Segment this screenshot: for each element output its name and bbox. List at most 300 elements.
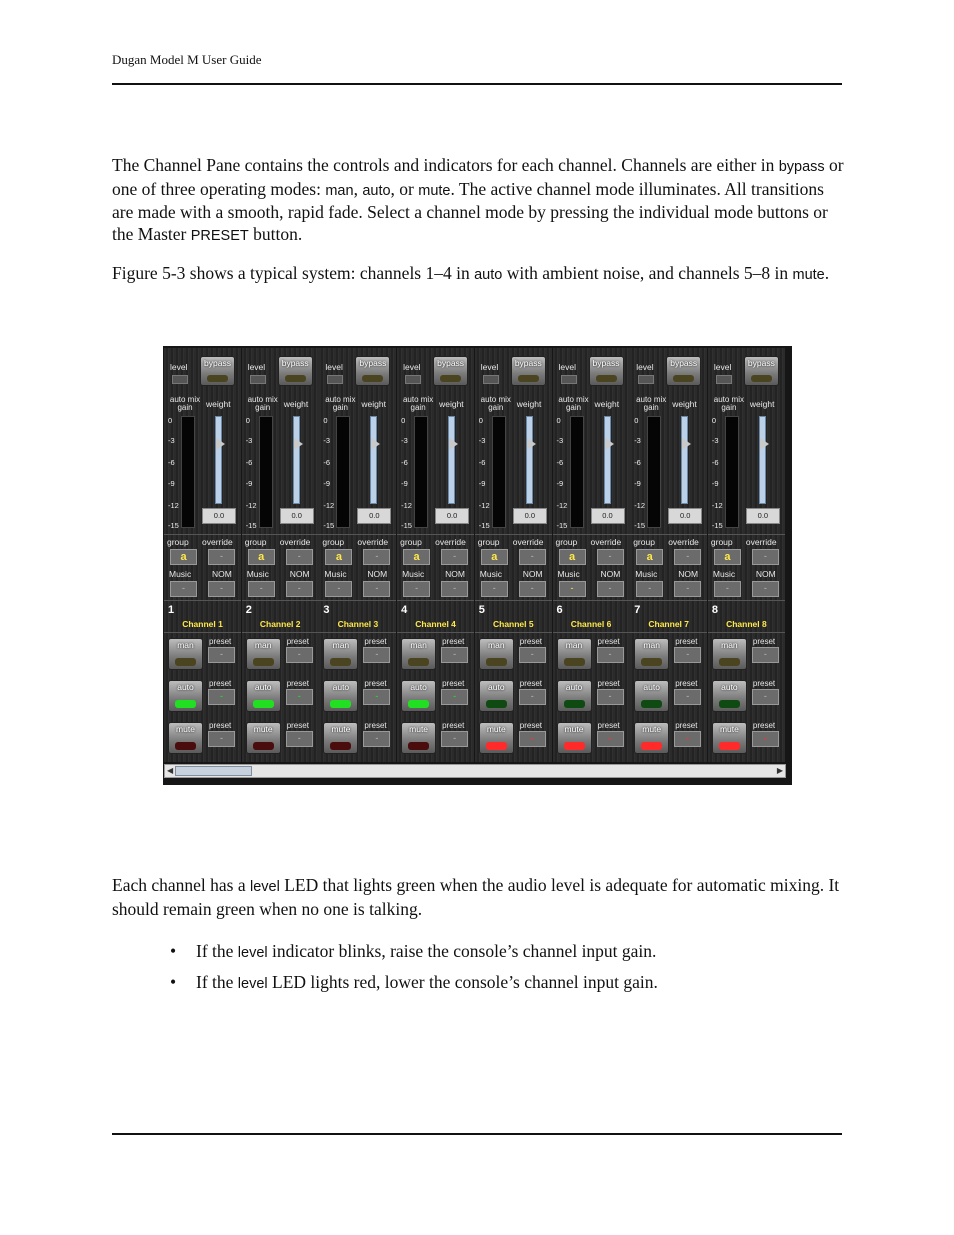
meter-tick-label: -9 bbox=[478, 479, 486, 488]
meter-tick-label: -9 bbox=[245, 479, 253, 488]
divider bbox=[708, 632, 785, 633]
text: , or bbox=[390, 178, 419, 199]
group-selector[interactable]: a bbox=[636, 549, 663, 565]
nom-button[interactable]: - bbox=[286, 581, 313, 597]
bypass-label: bypass bbox=[514, 358, 542, 368]
figure-intro-paragraph bbox=[112, 263, 847, 287]
preset-label: preset bbox=[597, 721, 620, 730]
header-rule bbox=[112, 83, 842, 85]
override-button[interactable]: - bbox=[752, 549, 779, 565]
weight-slider-track[interactable] bbox=[293, 416, 300, 504]
preset-button[interactable]: - bbox=[597, 731, 624, 747]
channel-strip bbox=[475, 348, 552, 762]
preset-label: preset bbox=[675, 679, 698, 688]
music-button[interactable]: - bbox=[248, 581, 275, 597]
gain-meter bbox=[181, 416, 195, 528]
meter-tick-label: -9 bbox=[711, 479, 719, 488]
weight-slider-thumb[interactable] bbox=[760, 438, 769, 450]
weight-label: weight bbox=[672, 399, 697, 409]
nom-button[interactable]: - bbox=[597, 581, 624, 597]
weight-slider-thumb[interactable] bbox=[216, 438, 225, 450]
auto-button[interactable] bbox=[479, 680, 514, 712]
group-label: group bbox=[167, 537, 189, 547]
meter-tick-label: -12 bbox=[556, 501, 568, 510]
auto-indicator bbox=[564, 700, 585, 708]
auto-label: auto bbox=[643, 682, 660, 692]
man-label: man bbox=[643, 640, 660, 650]
music-button[interactable]: - bbox=[403, 581, 430, 597]
preset-button[interactable]: - bbox=[441, 731, 468, 747]
nom-label: NOM bbox=[367, 569, 388, 579]
weight-label: weight bbox=[594, 399, 620, 409]
preset-label: preset bbox=[519, 637, 543, 646]
horizontal-scrollbar[interactable] bbox=[164, 764, 786, 778]
divider bbox=[630, 632, 707, 633]
level-label: level bbox=[170, 362, 188, 372]
divider bbox=[553, 632, 630, 633]
nom-label: NOM bbox=[755, 569, 776, 579]
bypass-button[interactable] bbox=[200, 356, 235, 386]
mute-button[interactable] bbox=[712, 722, 747, 754]
man-indicator bbox=[719, 658, 740, 666]
channel-strip bbox=[553, 348, 630, 762]
keyword-level: level bbox=[237, 945, 268, 961]
override-button[interactable]: - bbox=[208, 549, 235, 565]
bypass-button[interactable] bbox=[433, 356, 468, 386]
meter-tick-label: 0 bbox=[556, 416, 561, 425]
meter-tick-label: -15 bbox=[556, 521, 568, 530]
man-button[interactable] bbox=[712, 638, 747, 670]
list-item bbox=[170, 972, 658, 995]
bypass-indicator bbox=[673, 375, 694, 382]
preset-button[interactable]: - bbox=[208, 731, 235, 747]
level-paragraph bbox=[112, 875, 847, 920]
override-button[interactable]: - bbox=[286, 549, 313, 565]
nom-button[interactable]: - bbox=[441, 581, 468, 597]
group-selector[interactable]: a bbox=[481, 549, 508, 565]
level-led bbox=[561, 375, 577, 384]
nom-button[interactable]: - bbox=[519, 581, 546, 597]
weight-slider-track[interactable] bbox=[448, 416, 455, 504]
auto-indicator bbox=[641, 700, 662, 708]
divider bbox=[164, 632, 241, 633]
meter-tick-label: -6 bbox=[323, 458, 331, 467]
man-button[interactable] bbox=[634, 638, 669, 670]
meter-tick-label: -3 bbox=[323, 436, 331, 445]
text: If the bbox=[196, 972, 238, 992]
man-label: man bbox=[565, 640, 583, 650]
mute-indicator bbox=[408, 742, 429, 750]
mute-button[interactable] bbox=[401, 722, 436, 754]
divider bbox=[319, 600, 396, 601]
gain-meter bbox=[570, 416, 584, 528]
bypass-button[interactable] bbox=[278, 356, 313, 386]
auto-button[interactable] bbox=[712, 680, 747, 712]
auto-button[interactable] bbox=[557, 680, 592, 712]
weight-slider-track[interactable] bbox=[215, 416, 222, 504]
preset-label: preset bbox=[597, 679, 620, 688]
meter-tick-label: -9 bbox=[168, 479, 175, 488]
auto-mix-label: auto mix bbox=[480, 395, 511, 404]
auto-button[interactable] bbox=[401, 680, 436, 712]
scrollbar-thumb[interactable] bbox=[175, 766, 252, 776]
meter-tick-label: -6 bbox=[711, 458, 719, 467]
override-button[interactable]: - bbox=[597, 549, 624, 565]
preset-label: preset bbox=[364, 721, 387, 730]
auto-mix-label: auto mix bbox=[325, 395, 356, 404]
man-indicator bbox=[253, 658, 274, 666]
meter-tick-label: -3 bbox=[245, 436, 253, 445]
mute-button[interactable] bbox=[323, 722, 358, 754]
group-selector[interactable]: a bbox=[403, 549, 430, 565]
weight-value[interactable]: 0.0 bbox=[513, 508, 547, 524]
divider bbox=[242, 632, 319, 633]
man-indicator bbox=[641, 658, 662, 666]
music-label: Music bbox=[402, 569, 425, 579]
override-button[interactable]: - bbox=[363, 549, 390, 565]
mute-button[interactable] bbox=[168, 722, 203, 754]
preset-button[interactable]: - bbox=[752, 689, 779, 705]
weight-slider-thumb[interactable] bbox=[371, 438, 380, 450]
bypass-button[interactable] bbox=[355, 356, 390, 386]
auto-button[interactable] bbox=[634, 680, 669, 712]
preset-label: preset bbox=[519, 679, 543, 688]
divider bbox=[319, 534, 396, 535]
gain-label: gain bbox=[721, 403, 737, 412]
meter-tick-label: -6 bbox=[168, 458, 175, 467]
bypass-button[interactable] bbox=[666, 356, 701, 386]
nom-label: NOM bbox=[445, 569, 465, 579]
override-button[interactable]: - bbox=[674, 549, 701, 565]
divider bbox=[397, 534, 474, 535]
preset-button[interactable]: - bbox=[597, 647, 624, 663]
gain-label: gain bbox=[565, 403, 582, 412]
mute-button[interactable] bbox=[557, 722, 592, 754]
bypass-button[interactable] bbox=[744, 356, 779, 386]
meter-tick-label: -15 bbox=[634, 521, 646, 530]
override-button[interactable]: - bbox=[441, 549, 468, 565]
meter-tick-label: 0 bbox=[478, 416, 483, 425]
meter-tick-label: 0 bbox=[168, 416, 173, 425]
mute-label: mute bbox=[253, 724, 273, 734]
level-label: level bbox=[480, 362, 499, 372]
mute-indicator bbox=[719, 742, 740, 750]
channel-number: 4 bbox=[401, 604, 408, 616]
keyword-preset: PRESET bbox=[190, 227, 249, 244]
music-button[interactable]: - bbox=[325, 581, 352, 597]
auto-indicator bbox=[175, 700, 196, 708]
meter-tick-label: 0 bbox=[401, 416, 406, 425]
weight-value[interactable]: 0.0 bbox=[435, 508, 469, 524]
man-label: man bbox=[721, 640, 738, 650]
auto-label: auto bbox=[488, 682, 505, 692]
auto-indicator bbox=[486, 700, 507, 708]
bypass-indicator bbox=[207, 375, 228, 382]
music-label: Music bbox=[246, 569, 269, 579]
weight-slider-track[interactable] bbox=[681, 416, 688, 504]
group-label: group bbox=[244, 537, 267, 547]
level-led bbox=[483, 375, 499, 384]
level-led bbox=[172, 375, 188, 384]
preset-button[interactable]: - bbox=[597, 689, 624, 705]
meter-tick-label: -3 bbox=[478, 436, 486, 445]
channel-strip bbox=[319, 348, 396, 762]
meter-tick-label: -15 bbox=[168, 521, 179, 530]
music-button[interactable]: - bbox=[636, 581, 663, 597]
meter-tick-label: 0 bbox=[245, 416, 250, 425]
mute-button[interactable] bbox=[479, 722, 514, 754]
bypass-label: bypass bbox=[747, 358, 775, 368]
meter-tick-label: -6 bbox=[401, 458, 408, 467]
preset-button[interactable]: - bbox=[286, 689, 313, 705]
meter-tick-label: -9 bbox=[323, 479, 331, 488]
group-label: group bbox=[710, 537, 733, 547]
preset-label: preset bbox=[209, 637, 232, 646]
preset-label: preset bbox=[209, 679, 232, 688]
man-button[interactable] bbox=[246, 638, 281, 670]
preset-label: preset bbox=[442, 637, 465, 646]
weight-slider-thumb[interactable] bbox=[605, 438, 614, 450]
meter-tick-label: -15 bbox=[323, 521, 335, 530]
weight-slider-thumb[interactable] bbox=[449, 438, 458, 450]
override-label: override bbox=[435, 537, 466, 547]
gain-label: gain bbox=[643, 403, 659, 412]
auto-label: auto bbox=[565, 682, 583, 692]
text: or one of three operating modes: bbox=[112, 155, 844, 199]
meter-tick-label: 0 bbox=[634, 416, 639, 425]
gain-meter bbox=[336, 416, 350, 528]
preset-label: preset bbox=[286, 679, 309, 688]
man-button[interactable] bbox=[323, 638, 358, 670]
channel-number: 6 bbox=[556, 604, 563, 616]
auto-button[interactable] bbox=[168, 680, 203, 712]
override-label: override bbox=[357, 537, 389, 547]
auto-label: auto bbox=[410, 682, 427, 692]
auto-indicator bbox=[408, 700, 429, 708]
override-button[interactable]: - bbox=[519, 549, 546, 565]
nom-label: NOM bbox=[522, 569, 543, 579]
scroll-right-icon[interactable]: ▶ bbox=[776, 766, 783, 775]
preset-button[interactable]: - bbox=[208, 647, 235, 663]
auto-mix-label: auto mix bbox=[636, 395, 667, 404]
divider bbox=[708, 534, 785, 535]
bypass-button[interactable] bbox=[511, 356, 546, 386]
nom-label: NOM bbox=[212, 569, 232, 579]
group-selector[interactable]: a bbox=[559, 549, 586, 565]
weight-value[interactable]: 0.0 bbox=[280, 508, 314, 524]
level-label: level bbox=[247, 362, 266, 372]
preset-button[interactable]: - bbox=[441, 647, 468, 663]
mute-label: mute bbox=[486, 724, 506, 734]
weight-slider-thumb[interactable] bbox=[294, 438, 303, 450]
bypass-indicator bbox=[518, 375, 539, 382]
text: indicator blinks, raise the console’s channel input gain. bbox=[267, 941, 657, 961]
channel-number: 7 bbox=[634, 604, 641, 616]
weight-slider-track[interactable] bbox=[526, 416, 533, 504]
nom-label: NOM bbox=[678, 569, 699, 579]
override-label: override bbox=[668, 537, 699, 547]
bypass-button[interactable] bbox=[589, 356, 624, 386]
preset-label: preset bbox=[675, 637, 698, 646]
keyword-auto: auto bbox=[362, 182, 391, 199]
nom-button[interactable]: - bbox=[363, 581, 390, 597]
man-button[interactable] bbox=[557, 638, 592, 670]
music-button[interactable]: - bbox=[714, 581, 741, 597]
mute-label: mute bbox=[409, 724, 429, 734]
override-label: override bbox=[279, 537, 311, 547]
meter-tick-label: -12 bbox=[711, 501, 723, 510]
level-bullet-list bbox=[170, 941, 658, 1003]
weight-slider-thumb[interactable] bbox=[527, 438, 536, 450]
meter-tick-label: -9 bbox=[401, 479, 408, 488]
mute-button[interactable] bbox=[246, 722, 281, 754]
music-button[interactable]: - bbox=[559, 581, 586, 597]
preset-button[interactable]: - bbox=[519, 689, 546, 705]
running-header: Dugan Model M User Guide bbox=[112, 52, 262, 67]
divider bbox=[242, 534, 319, 535]
divider bbox=[553, 600, 630, 601]
divider bbox=[630, 534, 707, 535]
weight-value[interactable]: 0.0 bbox=[202, 508, 236, 524]
weight-label: weight bbox=[516, 399, 542, 409]
preset-label: preset bbox=[286, 637, 309, 646]
override-label: override bbox=[202, 537, 233, 547]
preset-button[interactable]: - bbox=[286, 647, 313, 663]
group-selector[interactable]: a bbox=[170, 549, 197, 565]
weight-slider-track[interactable] bbox=[759, 416, 766, 504]
preset-label: preset bbox=[209, 721, 232, 730]
intro-paragraph bbox=[112, 155, 847, 247]
weight-value[interactable]: 0.0 bbox=[357, 508, 391, 524]
gain-meter bbox=[414, 416, 428, 528]
auto-indicator bbox=[719, 700, 740, 708]
preset-button[interactable]: - bbox=[363, 689, 390, 705]
channel-pane-figure bbox=[163, 346, 792, 785]
level-label: level bbox=[558, 362, 576, 372]
auto-button[interactable] bbox=[246, 680, 281, 712]
level-led bbox=[327, 375, 343, 384]
text: The Channel Pane contains the controls and indicators for each channel. Channels are either in bbox=[112, 155, 779, 175]
channel-name: Channel 5 bbox=[492, 619, 534, 629]
bypass-label: bypass bbox=[670, 358, 698, 368]
weight-value[interactable]: 0.0 bbox=[746, 508, 780, 524]
man-label: man bbox=[254, 640, 272, 650]
preset-button[interactable]: - bbox=[752, 647, 779, 663]
man-button[interactable] bbox=[168, 638, 203, 670]
man-button[interactable] bbox=[479, 638, 514, 670]
bypass-label: bypass bbox=[437, 358, 465, 368]
group-selector[interactable]: a bbox=[714, 549, 741, 565]
meter-tick-label: -15 bbox=[478, 521, 490, 530]
music-label: Music bbox=[169, 569, 192, 579]
divider bbox=[319, 632, 396, 633]
mute-indicator bbox=[253, 742, 274, 750]
bypass-indicator bbox=[362, 375, 383, 382]
music-button[interactable]: - bbox=[481, 581, 508, 597]
meter-tick-label: -12 bbox=[245, 501, 257, 510]
bypass-indicator bbox=[596, 375, 617, 382]
text: . bbox=[824, 263, 830, 283]
weight-value[interactable]: 0.0 bbox=[668, 508, 702, 524]
keyword-man: man bbox=[325, 182, 354, 199]
channel-name: Channel 1 bbox=[182, 619, 223, 629]
preset-button[interactable]: - bbox=[519, 731, 546, 747]
meter-tick-label: -12 bbox=[478, 501, 490, 510]
text: Figure 5-3 shows a typical system: channels 1–4 in bbox=[112, 263, 475, 283]
music-button[interactable]: - bbox=[170, 581, 197, 597]
nom-button[interactable]: - bbox=[208, 581, 235, 597]
preset-button[interactable]: - bbox=[674, 731, 701, 747]
meter-tick-label: -12 bbox=[323, 501, 335, 510]
bypass-indicator bbox=[440, 375, 461, 382]
preset-button[interactable]: - bbox=[286, 731, 313, 747]
auto-button[interactable] bbox=[323, 680, 358, 712]
preset-button[interactable]: - bbox=[674, 689, 701, 705]
level-led bbox=[250, 375, 266, 384]
man-indicator bbox=[175, 658, 196, 666]
meter-tick-label: -3 bbox=[401, 436, 408, 445]
mute-label: mute bbox=[176, 724, 195, 734]
channel-number: 5 bbox=[478, 604, 485, 616]
gain-label: gain bbox=[332, 403, 348, 412]
preset-button[interactable]: - bbox=[363, 731, 390, 747]
nom-button[interactable]: - bbox=[752, 581, 779, 597]
preset-label: preset bbox=[752, 721, 776, 730]
level-label: level bbox=[403, 362, 421, 372]
keyword-bypass: bypass bbox=[778, 159, 825, 175]
mute-label: mute bbox=[719, 724, 739, 734]
preset-button[interactable]: - bbox=[208, 689, 235, 705]
scroll-left-icon[interactable]: ◀ bbox=[167, 766, 174, 775]
bypass-label: bypass bbox=[281, 358, 309, 368]
meter-tick-label: -9 bbox=[634, 479, 641, 488]
preset-button[interactable]: - bbox=[441, 689, 468, 705]
override-label: override bbox=[745, 537, 777, 547]
group-selector[interactable]: a bbox=[325, 549, 352, 565]
mute-indicator bbox=[641, 742, 662, 750]
meter-tick-label: -6 bbox=[245, 458, 253, 467]
weight-label: weight bbox=[206, 399, 231, 409]
auto-mix-label: auto mix bbox=[713, 395, 744, 404]
mute-button[interactable] bbox=[634, 722, 669, 754]
text: LED that lights green when the audio level is adequate for automatic mixing. It should remain green when no one is talking. bbox=[112, 875, 840, 919]
weight-slider-track[interactable] bbox=[370, 416, 377, 504]
man-indicator bbox=[330, 658, 351, 666]
preset-button[interactable]: - bbox=[519, 647, 546, 663]
auto-mix-label: auto mix bbox=[402, 395, 434, 404]
gain-label: gain bbox=[255, 403, 271, 412]
mute-indicator bbox=[564, 742, 585, 750]
meter-tick-label: -6 bbox=[634, 458, 641, 467]
group-label: group bbox=[322, 537, 345, 547]
mute-label: mute bbox=[564, 724, 584, 734]
channel-strip bbox=[397, 348, 474, 762]
weight-value[interactable]: 0.0 bbox=[591, 508, 625, 524]
nom-button[interactable]: - bbox=[674, 581, 701, 597]
preset-button[interactable]: - bbox=[674, 647, 701, 663]
auto-label: auto bbox=[177, 682, 194, 692]
weight-slider-track[interactable] bbox=[604, 416, 611, 504]
preset-button[interactable]: - bbox=[363, 647, 390, 663]
weight-slider-thumb[interactable] bbox=[682, 438, 691, 450]
man-button[interactable] bbox=[401, 638, 436, 670]
music-label: Music bbox=[635, 569, 658, 579]
group-selector[interactable]: a bbox=[248, 549, 275, 565]
weight-label: weight bbox=[749, 399, 775, 409]
level-label: level bbox=[636, 362, 654, 372]
divider bbox=[242, 600, 319, 601]
preset-button[interactable]: - bbox=[752, 731, 779, 747]
